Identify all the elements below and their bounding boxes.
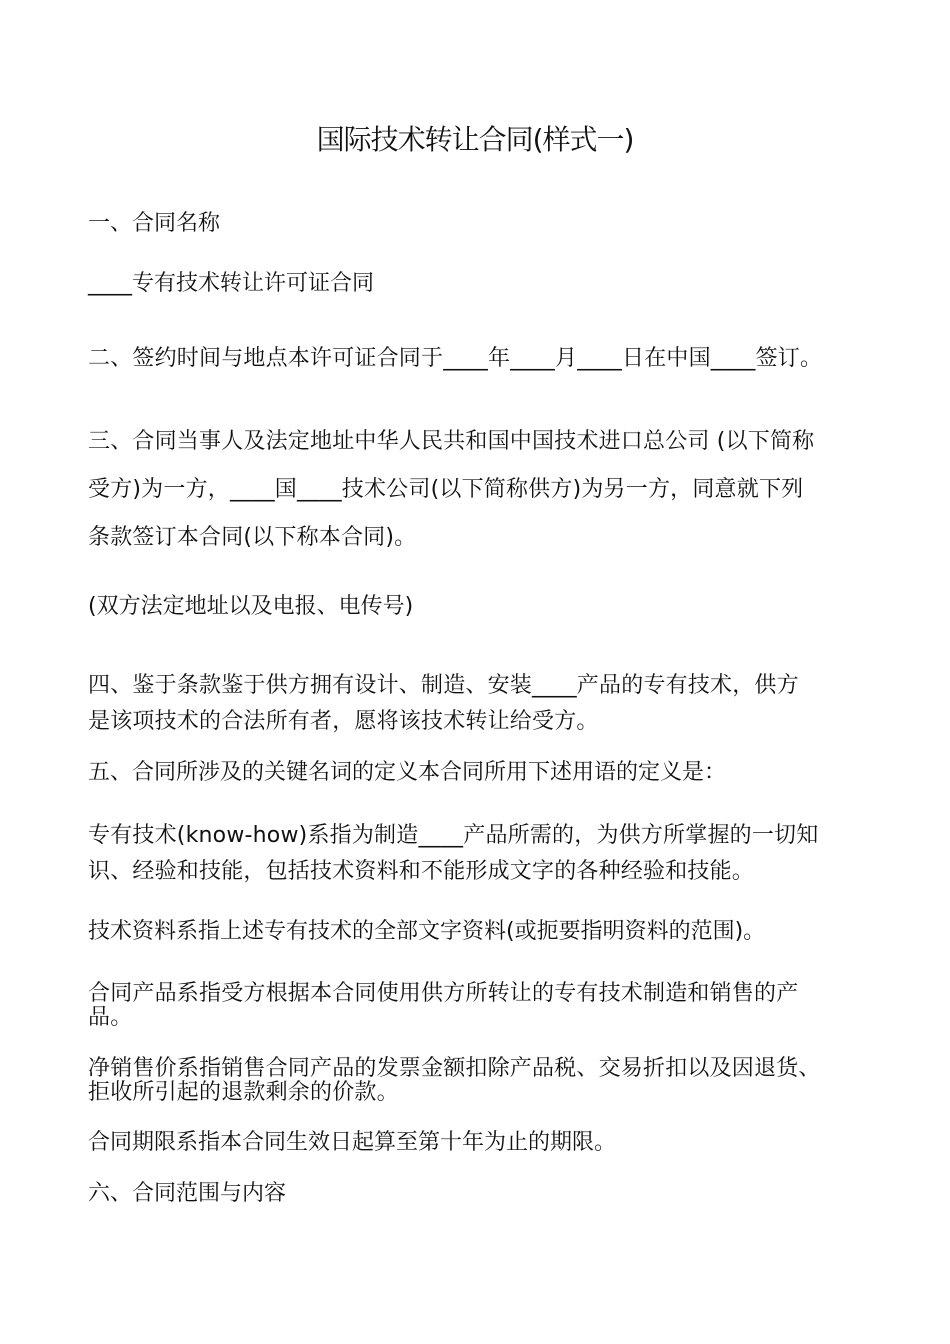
definition-contract-term <box>88 1127 878 1159</box>
text-line: 六、合同范围与内容 <box>88 1181 287 1206</box>
text-line: ____专有技术转让许可证合同 <box>88 271 375 296</box>
contract-name-line <box>88 268 878 300</box>
text-line: 技术资料系指上述专有技术的全部文字资料(或扼要指明资料的范围)。 <box>88 919 766 944</box>
text-line: 识、经验和技能，包括技术资料和不能形成文字的各种经验和技能。 <box>88 859 755 884</box>
section-heading-contract-name <box>88 208 878 240</box>
section-scope-content <box>88 1178 878 1210</box>
text-line: 品。 <box>88 1005 133 1030</box>
section-signing-time-place <box>88 343 878 375</box>
section-parties <box>88 418 878 562</box>
text-line: 合同产品系指受方根据本合同使用供方所转让的专有技术制造和销售的产 <box>88 981 799 1006</box>
text-line: 是该项技术的合法所有者，愿将该技术转让给受方。 <box>88 709 599 734</box>
text-line: (双方法定地址以及电报、电传号) <box>88 594 414 619</box>
text-line: 一、合同名称 <box>88 211 221 236</box>
definition-contract-products <box>88 982 878 1030</box>
text-line: 专有技术(know-how)系指为制造____产品所需的，为供方所掌握的一切知 <box>88 823 819 848</box>
parties-address-note <box>88 591 878 623</box>
text-line: 条款签订本合同(以下称本合同)。 <box>88 525 417 550</box>
text-line: 拒收所引起的退款剩余的价款。 <box>88 1080 399 1105</box>
definition-net-selling-price <box>88 1057 878 1105</box>
text-line: 四、鉴于条款鉴于供方拥有设计、制造、安装____产品的专有技术，供方 <box>88 673 799 698</box>
section-definitions <box>88 757 878 789</box>
text-line: 净销售价系指销售合同产品的发票金额扣除产品税、交易折扣以及因退货、 <box>88 1056 821 1081</box>
text-line: 三、合同当事人及法定地址中华人民共和国中国技术进口总公司 (以下简称 <box>88 429 815 454</box>
document-title: 国际技术转让合同(样式一) <box>316 123 634 156</box>
definition-know-how <box>88 818 878 890</box>
text-line: 五、合同所涉及的关键名词的定义本合同所用下述用语的定义是： <box>88 760 727 785</box>
definition-technical-data <box>88 916 878 948</box>
section-recitals <box>88 668 878 740</box>
text-line: 合同期限系指本合同生效日起算至第十年为止的期限。 <box>88 1130 617 1155</box>
text-line: 受方)为一方，____国____技术公司(以下简称供方)为另一方，同意就下列 <box>88 477 804 502</box>
text-line: 二、签约时间与地点本许可证合同于____年____月____日在中国____签订。 <box>88 346 823 371</box>
